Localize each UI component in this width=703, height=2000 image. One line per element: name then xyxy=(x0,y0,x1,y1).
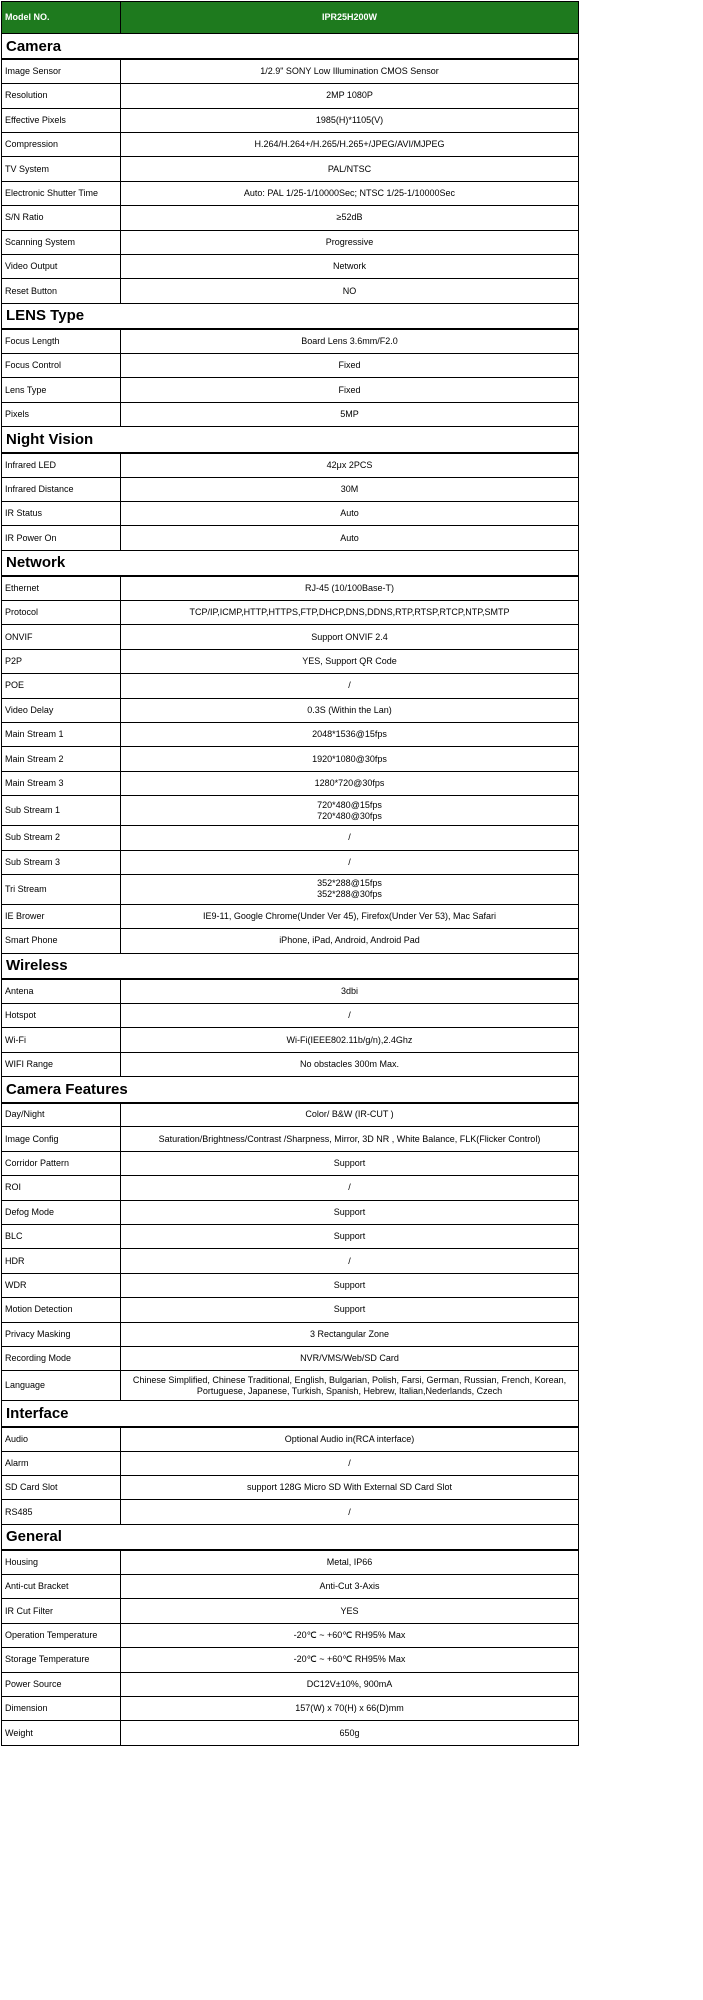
spec-value xyxy=(121,1151,579,1175)
spec-value-line: 30M xyxy=(340,483,359,494)
spec-value xyxy=(121,1427,579,1451)
spec-value xyxy=(121,329,579,353)
spec-label: ONVIF xyxy=(2,625,121,649)
spec-value-line: Board Lens 3.6mm/F2.0 xyxy=(301,336,398,347)
spec-label: Compression xyxy=(2,133,121,157)
spec-value-line: / xyxy=(348,832,351,843)
spec-label: Storage Temperature xyxy=(2,1648,121,1672)
section-title: LENS Type xyxy=(2,303,579,329)
spec-row xyxy=(2,1103,579,1127)
spec-label: Video Output xyxy=(2,255,121,279)
spec-value xyxy=(121,1550,579,1574)
spec-value-line: Support xyxy=(333,1157,366,1168)
spec-value-line: -20℃ ~ +60℃ RH95% Max xyxy=(293,1654,406,1665)
spec-value-line: Auto xyxy=(340,508,359,519)
spec-label: S/N Ratio xyxy=(2,206,121,230)
spec-label: IR Status xyxy=(2,501,121,525)
spec-row xyxy=(2,279,579,303)
spec-label: IR Power On xyxy=(2,526,121,550)
spec-value-line: Fixed xyxy=(338,384,361,395)
spec-value-line: Fixed xyxy=(338,360,361,371)
spec-value xyxy=(121,1346,579,1370)
spec-row xyxy=(2,649,579,673)
spec-label: Protocol xyxy=(2,600,121,624)
spec-row xyxy=(2,576,579,600)
spec-value xyxy=(121,1575,579,1599)
spec-row xyxy=(2,722,579,746)
spec-value xyxy=(121,206,579,230)
spec-label: BLC xyxy=(2,1224,121,1248)
spec-value xyxy=(121,1127,579,1151)
spec-value-line: 2MP 1080P xyxy=(326,90,373,101)
model-header-row xyxy=(2,2,579,34)
spec-label: Focus Control xyxy=(2,354,121,378)
spec-label: Ethernet xyxy=(2,576,121,600)
spec-row xyxy=(2,108,579,132)
spec-row xyxy=(2,206,579,230)
section-header xyxy=(2,303,579,329)
spec-label: Defog Mode xyxy=(2,1200,121,1224)
spec-row xyxy=(2,1052,579,1076)
spec-row xyxy=(2,979,579,1003)
section-header xyxy=(2,550,579,576)
spec-value-line: Saturation/Brightness/Contrast /Sharpness, Mirror, 3D NR , White Balance, FLK(Flicker Control) xyxy=(158,1133,541,1144)
spec-label: Hotspot xyxy=(2,1003,121,1027)
spec-row xyxy=(2,826,579,850)
spec-label: Infrared LED xyxy=(2,453,121,477)
spec-label: Corridor Pattern xyxy=(2,1151,121,1175)
spec-value xyxy=(121,1648,579,1672)
spec-row xyxy=(2,354,579,378)
spec-value-line-2: Portuguese, Japanese, Turkish, Spanish, Hebrew, Italian,Nederlands, Czech xyxy=(196,1385,503,1396)
spec-value xyxy=(121,279,579,303)
spec-value-line: 1920*1080@30fps xyxy=(312,753,387,764)
spec-value xyxy=(121,1249,579,1273)
spec-value-line: 2048*1536@15fps xyxy=(312,729,387,740)
model-label: Model NO. xyxy=(2,2,121,34)
spec-value-line: / xyxy=(348,1182,351,1193)
spec-value-line: / xyxy=(348,1506,351,1517)
spec-row xyxy=(2,378,579,402)
spec-label: Main Stream 1 xyxy=(2,722,121,746)
spec-value-line: / xyxy=(348,1255,351,1266)
spec-value-line: Chinese Simplified, Chinese Traditional, English, Bulgarian, Polish, Farsi, German, Russian, French, Korean, xyxy=(132,1374,567,1385)
spec-value-line: TCP/IP,ICMP,HTTP,HTTPS,FTP,DHCP,DNS,DDNS,RTP,RTSP,RTCP,NTP,SMTP xyxy=(189,607,510,618)
spec-value-line: 720*480@15fps xyxy=(317,799,382,810)
spec-value xyxy=(121,1322,579,1346)
spec-label: TV System xyxy=(2,157,121,181)
spec-row xyxy=(2,1451,579,1475)
spec-row xyxy=(2,1249,579,1273)
spec-value xyxy=(121,979,579,1003)
spec-row xyxy=(2,1623,579,1647)
spec-label: Housing xyxy=(2,1550,121,1574)
spec-value-line: Metal, IP66 xyxy=(326,1557,373,1568)
spec-label: SD Card Slot xyxy=(2,1475,121,1499)
spec-label: Reset Button xyxy=(2,279,121,303)
spec-row xyxy=(2,133,579,157)
spec-value-line: ≥52dB xyxy=(336,212,363,223)
spec-value xyxy=(121,1475,579,1499)
spec-row xyxy=(2,1672,579,1696)
spec-row xyxy=(2,1224,579,1248)
spec-row xyxy=(2,453,579,477)
spec-label: Language xyxy=(2,1371,121,1401)
spec-label: Pixels xyxy=(2,402,121,426)
spec-value xyxy=(121,771,579,795)
spec-value xyxy=(121,850,579,874)
spec-value xyxy=(121,576,579,600)
spec-value-line: Support xyxy=(333,1304,366,1315)
spec-row xyxy=(2,1003,579,1027)
spec-value xyxy=(121,181,579,205)
section-header xyxy=(2,1077,579,1103)
spec-label: Audio xyxy=(2,1427,121,1451)
spec-label: RS485 xyxy=(2,1500,121,1524)
section-header xyxy=(2,1524,579,1550)
spec-value xyxy=(121,477,579,501)
spec-value xyxy=(121,874,579,904)
spec-value-line: 0.3S (Within the Lan) xyxy=(307,704,392,715)
spec-row xyxy=(2,1475,579,1499)
spec-value-line: NO xyxy=(342,285,357,296)
spec-value-line-2: 352*288@30fps xyxy=(317,889,382,900)
spec-row xyxy=(2,1500,579,1524)
spec-label: IE Brower xyxy=(2,904,121,928)
spec-value xyxy=(121,230,579,254)
spec-label: Video Delay xyxy=(2,698,121,722)
spec-row xyxy=(2,477,579,501)
spec-value xyxy=(121,722,579,746)
spec-label: Recording Mode xyxy=(2,1346,121,1370)
spec-value-line: H.264/H.264+/H.265/H.265+/JPEG/AVI/MJPEG xyxy=(254,139,445,150)
spec-value xyxy=(121,747,579,771)
spec-value-line: 1/2.9" SONY Low Illumination CMOS Sensor xyxy=(260,66,439,77)
spec-label: Anti-cut Bracket xyxy=(2,1575,121,1599)
spec-value xyxy=(121,354,579,378)
section-title: General xyxy=(2,1524,579,1550)
spec-value xyxy=(121,1298,579,1322)
spec-label: Smart Phone xyxy=(2,929,121,953)
spec-label: Sub Stream 1 xyxy=(2,796,121,826)
spec-value-line: 42μx 2PCS xyxy=(326,459,373,470)
spec-label: Image Config xyxy=(2,1127,121,1151)
spec-value-line: Color/ B&W (IR-CUT ) xyxy=(305,1109,394,1120)
spec-label: Focus Length xyxy=(2,329,121,353)
spec-row xyxy=(2,625,579,649)
spec-value-line: support 128G Micro SD With External SD Card Slot xyxy=(246,1482,453,1493)
spec-value xyxy=(121,1003,579,1027)
spec-row xyxy=(2,1697,579,1721)
spec-label: ROI xyxy=(2,1176,121,1200)
spec-value xyxy=(121,133,579,157)
spec-row xyxy=(2,1721,579,1745)
spec-value-line: / xyxy=(348,1010,351,1021)
spec-value xyxy=(121,674,579,698)
spec-label: Privacy Masking xyxy=(2,1322,121,1346)
spec-label: WIFI Range xyxy=(2,1052,121,1076)
spec-row xyxy=(2,1127,579,1151)
spec-value-line: Auto: PAL 1/25-1/10000Sec; NTSC 1/25-1/10000Sec xyxy=(243,188,456,199)
spec-row xyxy=(2,600,579,624)
spec-row xyxy=(2,1427,579,1451)
spec-row xyxy=(2,874,579,904)
section-header xyxy=(2,953,579,979)
spec-row xyxy=(2,1371,579,1401)
spec-row xyxy=(2,1550,579,1574)
spec-row xyxy=(2,771,579,795)
spec-value-line: DC12V±10%, 900mA xyxy=(306,1678,393,1689)
spec-value-line: YES xyxy=(340,1605,359,1616)
spec-value xyxy=(121,1224,579,1248)
spec-label: HDR xyxy=(2,1249,121,1273)
spec-value-line: 157(W) x 70(H) x 66(D)mm xyxy=(295,1703,404,1714)
spec-value xyxy=(121,1200,579,1224)
spec-value xyxy=(121,1052,579,1076)
spec-row xyxy=(2,230,579,254)
spec-value-line: 3 Rectangular Zone xyxy=(309,1328,390,1339)
spec-value-line: / xyxy=(348,680,351,691)
spec-value xyxy=(121,402,579,426)
spec-value xyxy=(121,255,579,279)
spec-row xyxy=(2,796,579,826)
spec-value xyxy=(121,1451,579,1475)
spec-value-line: Anti-Cut 3-Axis xyxy=(319,1581,380,1592)
spec-row xyxy=(2,1298,579,1322)
spec-value-line: Support ONVIF 2.4 xyxy=(311,631,388,642)
spec-label: Infrared Distance xyxy=(2,477,121,501)
spec-value-line: Optional Audio in(RCA interface) xyxy=(284,1433,415,1444)
spec-value-line: RJ-45 (10/100Base-T) xyxy=(304,583,395,594)
spec-row xyxy=(2,850,579,874)
spec-label: Main Stream 2 xyxy=(2,747,121,771)
spec-label: POE xyxy=(2,674,121,698)
spec-value-line: Wi-Fi(IEEE802.11b/g/n),2.4Ghz xyxy=(286,1034,413,1045)
spec-row xyxy=(2,526,579,550)
spec-value-line: Progressive xyxy=(325,236,374,247)
spec-value xyxy=(121,600,579,624)
spec-row xyxy=(2,674,579,698)
spec-label: Wi-Fi xyxy=(2,1028,121,1052)
spec-value-line: NVR/VMS/Web/SD Card xyxy=(300,1353,399,1364)
section-header xyxy=(2,1401,579,1427)
spec-value-line: Network xyxy=(332,261,366,272)
spec-value xyxy=(121,1176,579,1200)
section-title: Night Vision xyxy=(2,427,579,453)
spec-row xyxy=(2,1151,579,1175)
spec-value-line: Support xyxy=(333,1279,366,1290)
spec-value-line-2: 720*480@30fps xyxy=(317,810,382,821)
spec-label: Image Sensor xyxy=(2,59,121,83)
spec-value xyxy=(121,1721,579,1745)
spec-value xyxy=(121,1371,579,1401)
spec-value-line: IE9-11, Google Chrome(Under Ver 45), Firefox(Under Ver 53), Mac Safari xyxy=(203,911,496,922)
section-title: Interface xyxy=(2,1401,579,1427)
section-title: Network xyxy=(2,550,579,576)
spec-label: Lens Type xyxy=(2,378,121,402)
spec-row xyxy=(2,59,579,83)
spec-row xyxy=(2,255,579,279)
spec-value xyxy=(121,1273,579,1297)
section-header xyxy=(2,427,579,453)
spec-label: Motion Detection xyxy=(2,1298,121,1322)
spec-value-line: / xyxy=(348,856,351,867)
spec-row xyxy=(2,501,579,525)
spec-row xyxy=(2,1575,579,1599)
spec-row xyxy=(2,181,579,205)
spec-value xyxy=(121,796,579,826)
spec-label: WDR xyxy=(2,1273,121,1297)
spec-value xyxy=(121,1623,579,1647)
spec-value-line: No obstacles 300m Max. xyxy=(299,1058,400,1069)
spec-value-line: 1280*720@30fps xyxy=(314,777,385,788)
spec-value-line: Support xyxy=(333,1206,366,1217)
spec-value xyxy=(121,526,579,550)
spec-value xyxy=(121,59,579,83)
spec-label: Scanning System xyxy=(2,230,121,254)
spec-value xyxy=(121,625,579,649)
spec-value xyxy=(121,378,579,402)
spec-label: Weight xyxy=(2,1721,121,1745)
spec-label: Operation Temperature xyxy=(2,1623,121,1647)
spec-row xyxy=(2,84,579,108)
spec-value xyxy=(121,108,579,132)
spec-label: Sub Stream 2 xyxy=(2,826,121,850)
spec-value xyxy=(121,1697,579,1721)
spec-value-line: 3dbi xyxy=(340,986,358,996)
spec-row xyxy=(2,1648,579,1672)
spec-label: Resolution xyxy=(2,84,121,108)
spec-label: Tri Stream xyxy=(2,874,121,904)
spec-label: Sub Stream 3 xyxy=(2,850,121,874)
spec-value-line: YES, Support QR Code xyxy=(302,655,397,666)
spec-value xyxy=(121,826,579,850)
spec-value-line: / xyxy=(348,1457,351,1468)
spec-label: Antena xyxy=(2,979,121,1003)
spec-value xyxy=(121,698,579,722)
spec-row xyxy=(2,1200,579,1224)
spec-value-line: 5MP xyxy=(340,409,359,420)
model-value: IPR25H200W xyxy=(121,2,579,34)
spec-table-body xyxy=(2,2,579,1746)
spec-value xyxy=(121,1103,579,1127)
spec-value-line: 352*288@15fps xyxy=(317,878,382,889)
spec-label: Electronic Shutter Time xyxy=(2,181,121,205)
spec-value xyxy=(121,1672,579,1696)
spec-row xyxy=(2,1028,579,1052)
spec-row xyxy=(2,1176,579,1200)
spec-value xyxy=(121,929,579,953)
spec-row xyxy=(2,329,579,353)
spec-row xyxy=(2,698,579,722)
section-title: Camera xyxy=(2,34,579,60)
spec-value xyxy=(121,649,579,673)
spec-value xyxy=(121,501,579,525)
spec-label: P2P xyxy=(2,649,121,673)
spec-row xyxy=(2,1599,579,1623)
spec-value xyxy=(121,84,579,108)
spec-row xyxy=(2,929,579,953)
spec-label: Power Source xyxy=(2,1672,121,1696)
spec-value xyxy=(121,1599,579,1623)
spec-label: Alarm xyxy=(2,1451,121,1475)
spec-row xyxy=(2,1322,579,1346)
spec-row xyxy=(2,157,579,181)
section-header xyxy=(2,34,579,60)
spec-value-line: 1985(H)*1105(V) xyxy=(315,114,384,125)
section-title: Wireless xyxy=(2,953,579,979)
spec-value xyxy=(121,1028,579,1052)
spec-value-line: PAL/NTSC xyxy=(327,163,372,174)
spec-value xyxy=(121,453,579,477)
spec-value xyxy=(121,157,579,181)
section-title: Camera Features xyxy=(2,1077,579,1103)
spec-row xyxy=(2,904,579,928)
spec-value-line: -20℃ ~ +60℃ RH95% Max xyxy=(293,1630,406,1641)
spec-value-line: Auto xyxy=(340,532,359,543)
spec-value-line: 650g xyxy=(339,1727,360,1738)
spec-row xyxy=(2,402,579,426)
spec-row xyxy=(2,1346,579,1370)
spec-value xyxy=(121,904,579,928)
spec-table xyxy=(1,1,579,1746)
spec-row xyxy=(2,747,579,771)
spec-value-line: iPhone, iPad, Android, Android Pad xyxy=(279,935,420,946)
spec-value-line: Support xyxy=(333,1231,366,1242)
spec-label: IR Cut Filter xyxy=(2,1599,121,1623)
spec-label: Dimension xyxy=(2,1697,121,1721)
spec-label: Day/Night xyxy=(2,1103,121,1127)
spec-row xyxy=(2,1273,579,1297)
spec-label: Effective Pixels xyxy=(2,108,121,132)
spec-value xyxy=(121,1500,579,1524)
spec-label: Main Stream 3 xyxy=(2,771,121,795)
